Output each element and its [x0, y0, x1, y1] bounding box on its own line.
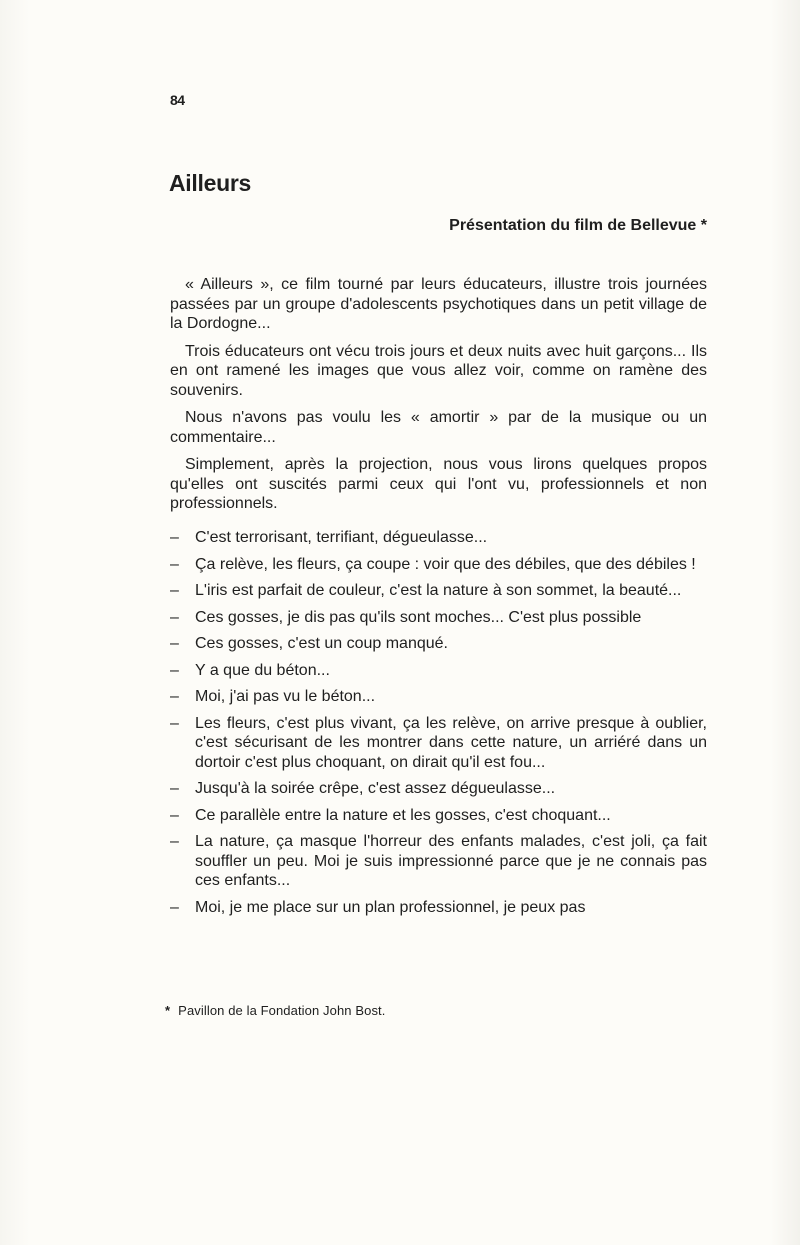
footnote-marker: * — [165, 1003, 171, 1018]
quote-item — [170, 687, 707, 707]
quote-item — [170, 806, 707, 826]
dash-bullet: – — [170, 806, 179, 824]
dash-bullet: – — [170, 529, 179, 546]
quote-item — [170, 581, 707, 601]
dash-bullet: – — [170, 688, 179, 705]
quote-text: C'est terrorisant, terrifiant, dégueulasse... — [195, 529, 488, 546]
paragraph: « Ailleurs », ce film tourné par leurs éducateurs, illustre trois journées passées par un groupe d'adolescents psychotiques dans un petit village de la Dordogne... — [170, 276, 707, 332]
dash-bullet: – — [170, 555, 179, 573]
quote-item — [170, 898, 707, 918]
footnote — [165, 1003, 385, 1018]
quote-item — [170, 779, 707, 799]
dash-bullet: – — [170, 582, 179, 599]
quote-text: Les fleurs, c'est plus vivant, ça les relève, on arrive presque à oublier, c'est sécurisant de les montrer dans cette nature, un arriéré dans un dortoir c'est plus choquant, on dirait qu'il est fou... — [195, 714, 707, 771]
quote-item — [170, 634, 707, 654]
quote-item — [170, 714, 707, 773]
quote-text: Ces gosses, je dis pas qu'ils sont moches... C'est plus possible — [195, 608, 642, 626]
paragraph: Trois éducateurs ont vécu trois jours et deux nuits avec huit garçons... Ils en ont ramené les images que vous allez voir, comme on ramène des souvenirs. — [170, 342, 707, 399]
quote-text: Ce parallèle entre la nature et les gosses, c'est choquant... — [195, 806, 611, 824]
dash-bullet: – — [170, 635, 179, 652]
page-number: 84 — [170, 92, 185, 108]
dash-bullet: – — [170, 898, 179, 916]
quote-item — [170, 555, 707, 575]
dash-bullet: – — [170, 608, 179, 626]
quote-text: Ça relève, les fleurs, ça coupe : voir que des débiles, que des débiles ! — [195, 555, 696, 573]
dash-bullet: – — [170, 833, 179, 850]
intro-text — [170, 275, 707, 522]
paragraph: Nous n'avons pas voulu les « amortir » par de la musique ou un commentaire... — [170, 409, 707, 446]
dash-bullet: – — [170, 661, 179, 679]
paragraph: Simplement, après la projection, nous vous lirons quelques propos qu'elles ont suscités parmi ceux qui l'ont vu, professionnels et non professionnels. — [170, 456, 707, 512]
quote-text: La nature, ça masque l'horreur des enfants malades, c'est joli, ça fait souffler un peu. Moi je suis impressionné parce que je ne connais pas ces enfants... — [195, 833, 707, 889]
quote-text: Ces gosses, c'est un coup manqué. — [195, 635, 448, 652]
quote-text: Moi, j'ai pas vu le béton... — [195, 688, 376, 705]
footnote-text: Pavillon de la Fondation John Bost. — [178, 1003, 386, 1018]
quote-item — [170, 608, 707, 628]
quote-text: Y a que du béton... — [195, 661, 330, 679]
article-subtitle: Présentation du film de Bellevue * — [449, 217, 707, 234]
quote-list — [170, 528, 707, 924]
quote-text: Jusqu'à la soirée crêpe, c'est assez dégueulasse... — [195, 780, 556, 797]
dash-bullet: – — [170, 780, 179, 797]
article-title: Ailleurs — [169, 170, 251, 196]
quote-item — [170, 528, 707, 548]
quote-item — [170, 661, 707, 681]
quote-item — [170, 832, 707, 891]
quote-text: L'iris est parfait de couleur, c'est la nature à son sommet, la beauté... — [195, 582, 682, 599]
dash-bullet: – — [170, 714, 179, 732]
quote-text: Moi, je me place sur un plan professionnel, je peux pas — [195, 898, 586, 916]
